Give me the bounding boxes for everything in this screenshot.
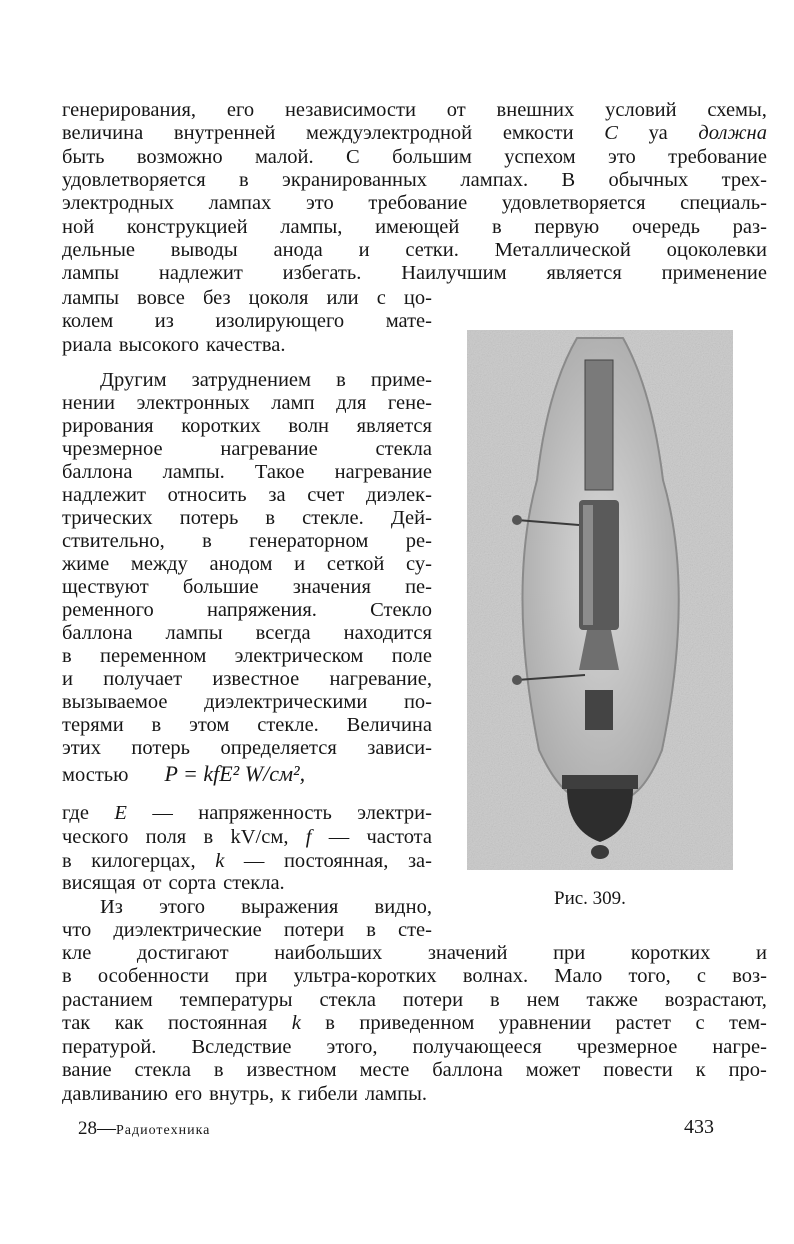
text-line: где E — напряженность электри- [62, 802, 432, 824]
text-line: величина внутренней междуэлектродной емкости C уа должна [62, 122, 767, 145]
text-line: так как постоянная k в приведенном уравнении растет с тем- [62, 1012, 767, 1034]
text-line: пературой. Вследствие этого, получающееся чрезмерное нагре- [62, 1036, 767, 1058]
text-line: лампы надлежит избегать. Наилучшим является применение [62, 262, 767, 285]
text-line: рирования коротких волн является [62, 415, 432, 437]
lamp-photo [467, 330, 733, 870]
text-line: кле достигают наибольших значений при коротких и [62, 942, 767, 964]
text-line: колем из изолирующего мате- [62, 310, 432, 332]
text-line: чрезмерное нагревание стекла [62, 438, 432, 460]
text-line: давливанию его внутрь, к гибели лампы. [62, 1083, 427, 1105]
text-line: риала высокого качества. [62, 334, 286, 356]
figure-caption: Рис. 309. [554, 888, 626, 909]
text-line: в килогерцах, k — постоянная, за- [62, 850, 432, 872]
text-line: ществуют большие значения пе- [62, 576, 432, 598]
text-line: в особенности при ультра-коротких волнах. Мало того, с воз- [62, 965, 767, 987]
text-line: быть возможно малой. С большим успехом это требование [62, 145, 767, 168]
text-line: жиме между анодом и сеткой су- [62, 553, 432, 575]
text-line: нении электронных ламп для гене- [62, 392, 432, 414]
text-line: надлежит относить за счет диэлек- [62, 484, 432, 506]
text-line: ческого поля в kV/см, f — частота [62, 826, 432, 848]
text-line: Из этого выражения видно, [100, 896, 432, 918]
page-number: 433 [684, 1116, 714, 1138]
text-line: этих потерь определяется зависи- [62, 737, 432, 759]
formula-equation: P = kfE² W/см², [164, 761, 306, 786]
text-line: ременного напряжения. Стекло [62, 599, 432, 621]
signature-mark: 28— [78, 1118, 116, 1139]
text-line: генерирования, его независимости от внешних условий схемы, [62, 99, 767, 121]
text-line: дельные выводы анода и сетки. Металлической оцоколевки [62, 238, 767, 261]
book-title: Радиотехника [116, 1123, 211, 1138]
text-line: Другим затруднением в приме- [100, 369, 432, 391]
text-line: что диэлектрические потери в сте- [62, 919, 432, 941]
text-line: растанием температуры стекла потери в нем также возрастают, [62, 989, 767, 1011]
footer-signature [78, 1118, 210, 1140]
text-line: удовлетворяется в экранированных лампах. В обычных трех- [62, 168, 767, 191]
text-line: вызываемое диэлектрическими по- [62, 691, 432, 713]
text-line: висящая от сорта стекла. [62, 872, 285, 894]
text-line: и получает известное нагревание, [62, 668, 432, 690]
text-line: ной конструкцией лампы, имеющей в первую очередь раз- [62, 215, 767, 238]
formula-line [62, 762, 305, 787]
text-line: ствительно, в генераторном ре- [62, 530, 432, 552]
text-line: баллона лампы. Такое нагревание [62, 461, 432, 483]
text-line: трических потерь в стекле. Дей- [62, 507, 432, 529]
formula-lead: мостью [62, 764, 129, 786]
text-line: электродных лампах это требование удовлетворяется специаль- [62, 192, 767, 215]
text-line: терями в этом стекле. Величина [62, 714, 432, 736]
text-line: в переменном электрическом поле [62, 645, 432, 667]
text-line: вание стекла в известном месте баллона может повести к про- [62, 1059, 767, 1081]
text-line: лампы вовсе без цоколя или с цо- [62, 287, 432, 309]
text-line: баллона лампы всегда находится [62, 622, 432, 644]
